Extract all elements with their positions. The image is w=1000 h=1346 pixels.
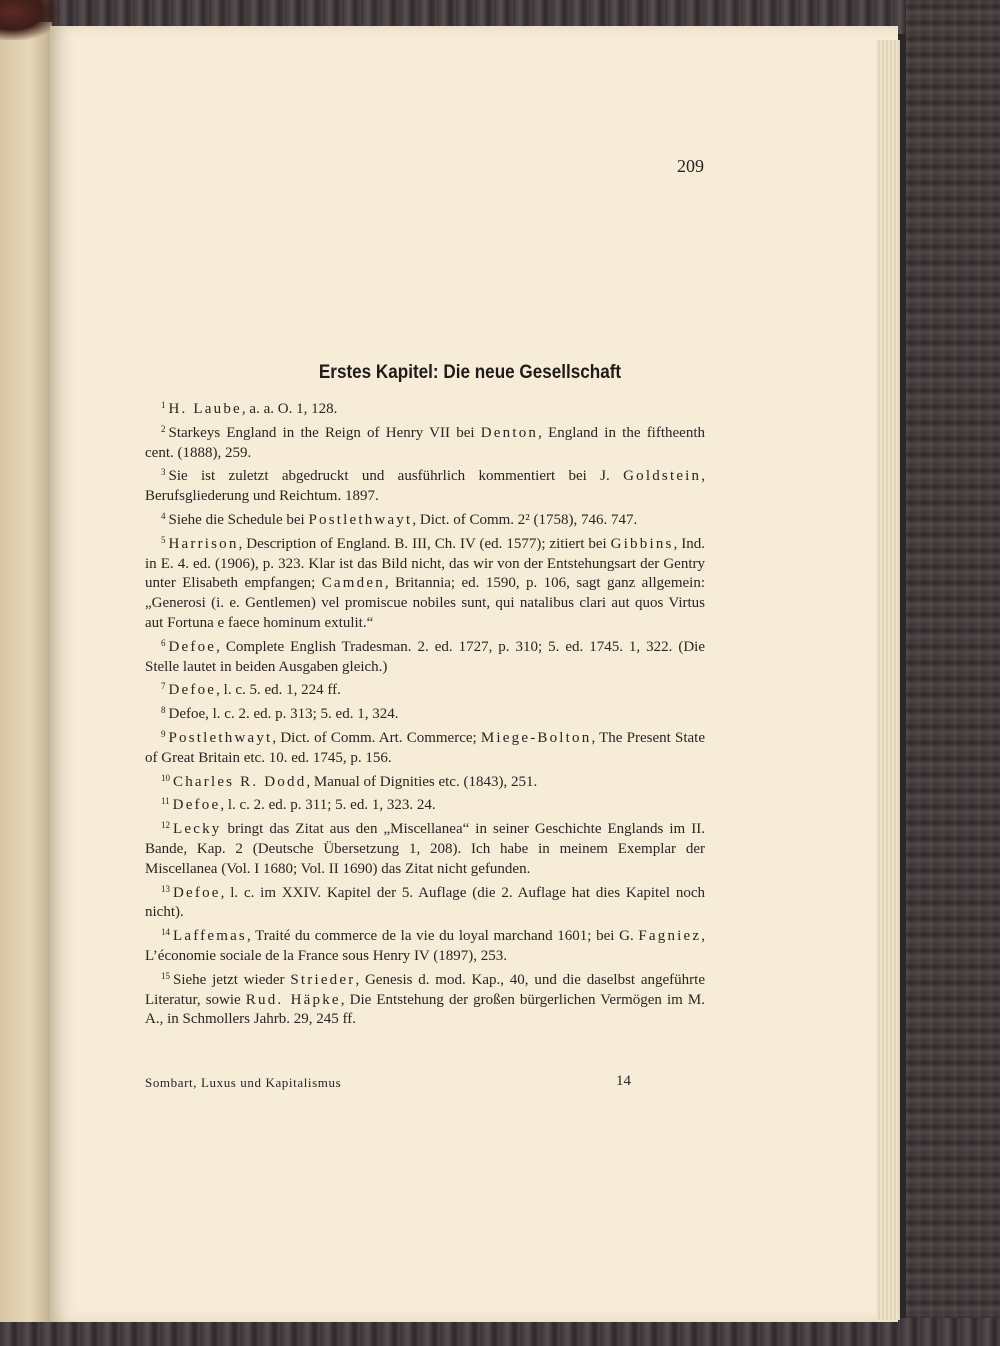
footnote-number: 13 [161, 883, 170, 894]
footnote-text: , a. a. O. 1, 128. [241, 401, 338, 417]
page-stack-edges [876, 40, 900, 1320]
footnote [145, 967, 705, 1030]
footnote-author-spaced: Defoe [173, 884, 221, 901]
footnote-number: 9 [161, 728, 166, 739]
footnote-author-spaced: Denton [480, 424, 539, 441]
footnote-text: , The Present State of Great Britain etc. 10. ed. 1745, p. 156. [145, 729, 705, 766]
footnote-text: , Dict. of Comm. Art. Commerce; [272, 729, 481, 746]
footnote-number: 7 [161, 681, 166, 692]
footnote-number: 2 [161, 423, 166, 434]
footnote-author-spaced: Gibbins [610, 535, 674, 552]
chapter-title: Erstes Kapitel: Die neue Gesellschaft [318, 362, 622, 383]
footnote-text: Siehe die Schedule bei [168, 511, 309, 528]
footnote [145, 507, 705, 531]
footnotes-list [145, 396, 705, 1030]
footnote-number: 4 [161, 510, 166, 521]
footnote-text: , Dict. of Comm. 2² (1758), 746. 747. [412, 511, 638, 528]
footnote-author-spaced: Fagniez [638, 928, 702, 945]
footnote [145, 531, 705, 634]
footnote-number: 5 [161, 534, 166, 545]
footnote-text: , Description of England. B. III, Ch. IV (ed. 1577); zitiert bei [238, 535, 611, 552]
footnote-text: , Complete English Tradesman. 2. ed. 1727, p. 310; 5. ed. 1745. 1, 322. (Die Stelle lautet in beiden Ausgaben gleich.) [145, 638, 705, 675]
footnote [145, 880, 705, 924]
footnote [145, 420, 705, 464]
footnote-number: 12 [161, 820, 170, 831]
footnote-text: , L’économie sociale de la France sous Henry IV (1897), 253. [145, 928, 705, 964]
footnote-text: bringt das Zitat aus den „Miscellanea“ in seiner Geschichte Englands im II. Bande, Kap. 2 (Deutsche Übersetzung 1, 208). Ich habe in meinem Exemplar der Miscellanea (Vol. I 1680; Vol. II 1690) das Zitat nicht gefunden. [145, 821, 705, 877]
footnote-number: 8 [161, 705, 166, 716]
book-cover-right [906, 0, 1000, 1346]
footnote-author-spaced: Miege-Bolton [480, 729, 592, 746]
footnote-text: , England in the fiftheenth cent. (1888), 259. [145, 424, 705, 461]
footnote [145, 677, 705, 701]
footnote [145, 463, 705, 507]
footnote-author-spaced: Laffemas [173, 928, 247, 945]
footnote-number: 11 [161, 796, 170, 807]
facing-page-edge [0, 22, 52, 1322]
footnote-text: , Traité du commerce de la vie du loyal marchand 1601; bei G. [246, 928, 639, 945]
footnote [145, 634, 705, 678]
footnote-text: Starkeys England in the Reign of Henry VII bei [168, 424, 481, 441]
footnote [145, 923, 705, 967]
footnote-text: , l. c. 5. ed. 1, 224 ff. [216, 682, 341, 699]
footnote-author-spaced: Defoe [168, 638, 217, 655]
footnote-author-spaced: Strieder [290, 971, 356, 988]
footnote [145, 725, 705, 769]
footnote-text: , Manual of Dignities etc. (1843), 251. [306, 773, 538, 790]
footnote-author-spaced: Defoe [172, 797, 221, 814]
page-number: 209 [677, 156, 704, 176]
footnote-text: Defoe, l. c. 2. ed. p. 313; 5. ed. 1, 324. [168, 706, 399, 723]
footnote [145, 769, 705, 793]
footnote-author-spaced: H. Laube [168, 401, 242, 417]
footnote-text: , l. c. im XXIV. Kapitel der 5. Auflage (die 2. Auflage hat dies Kapitel noch nicht). [145, 884, 705, 921]
footnote-number: 10 [161, 772, 170, 783]
footnote-number: 14 [161, 927, 170, 938]
footnote [145, 792, 705, 816]
footnote-author-spaced: Defoe [168, 682, 217, 699]
footnote-text: , Britannia; ed. 1590, p. 106, sagt ganz allgemein: „Generosi (i. e. Gentlemen) vel promiscue nobiles sunt, qui natalibus clari aut quos Virtus aut Fortuna e faece hominum extulit.“ [145, 575, 705, 631]
footnote-author-spaced: Harrison [168, 535, 239, 552]
footnote-text: , Genesis d. mod. Kap., 40, und die daselbst angeführte Literatur, sowie [145, 971, 705, 1008]
footnote-text: , Ind. in E. 4. ed. (1906), p. 323. Klar ist das Bild nicht, das wir von der Entstehungsart der Gentry unter Elisabeth empfangen; [145, 535, 706, 592]
footnote-text: , Berufsgliederung und Reichtum. 1897. [145, 468, 705, 505]
footnote [145, 701, 705, 725]
footnote-author-spaced: Charles R. Dodd [173, 773, 307, 790]
footnote-number: 1 [161, 400, 166, 410]
footnote-text: , l. c. 2. ed. p. 311; 5. ed. 1, 323. 24. [220, 797, 436, 814]
footnote-text: , Die Entstehung der großen bürgerlichen Vermögen im M. A., in Schmollers Jahrb. 29, 245 ff. [145, 991, 706, 1028]
footnote-author-spaced: Postlethwayt [308, 511, 413, 528]
running-footer-author: Sombart, Luxus und Kapitalismus [145, 1075, 342, 1090]
footnote-author-spaced: Goldstein [623, 468, 702, 485]
book-cover-bottom [0, 1318, 1000, 1346]
footnote-author-spaced: Postlethwayt [168, 729, 273, 746]
footnote-author-spaced: Camden [321, 575, 385, 592]
footnote-number: 15 [161, 970, 170, 981]
footnote-text: Sie ist zuletzt abgedruckt und ausführlich kommentiert bei J. [168, 468, 624, 485]
sheet-signature: 14 [616, 1073, 631, 1089]
footnote [145, 816, 705, 879]
footnote-number: 3 [161, 467, 166, 478]
footnote [145, 396, 705, 420]
footnote-text: Siehe jetzt wieder [173, 971, 291, 988]
footnote-author-spaced: Rud. Häpke [245, 991, 341, 1008]
footnote-author-spaced: Lecky [173, 821, 222, 838]
footnote-number: 6 [161, 637, 166, 648]
